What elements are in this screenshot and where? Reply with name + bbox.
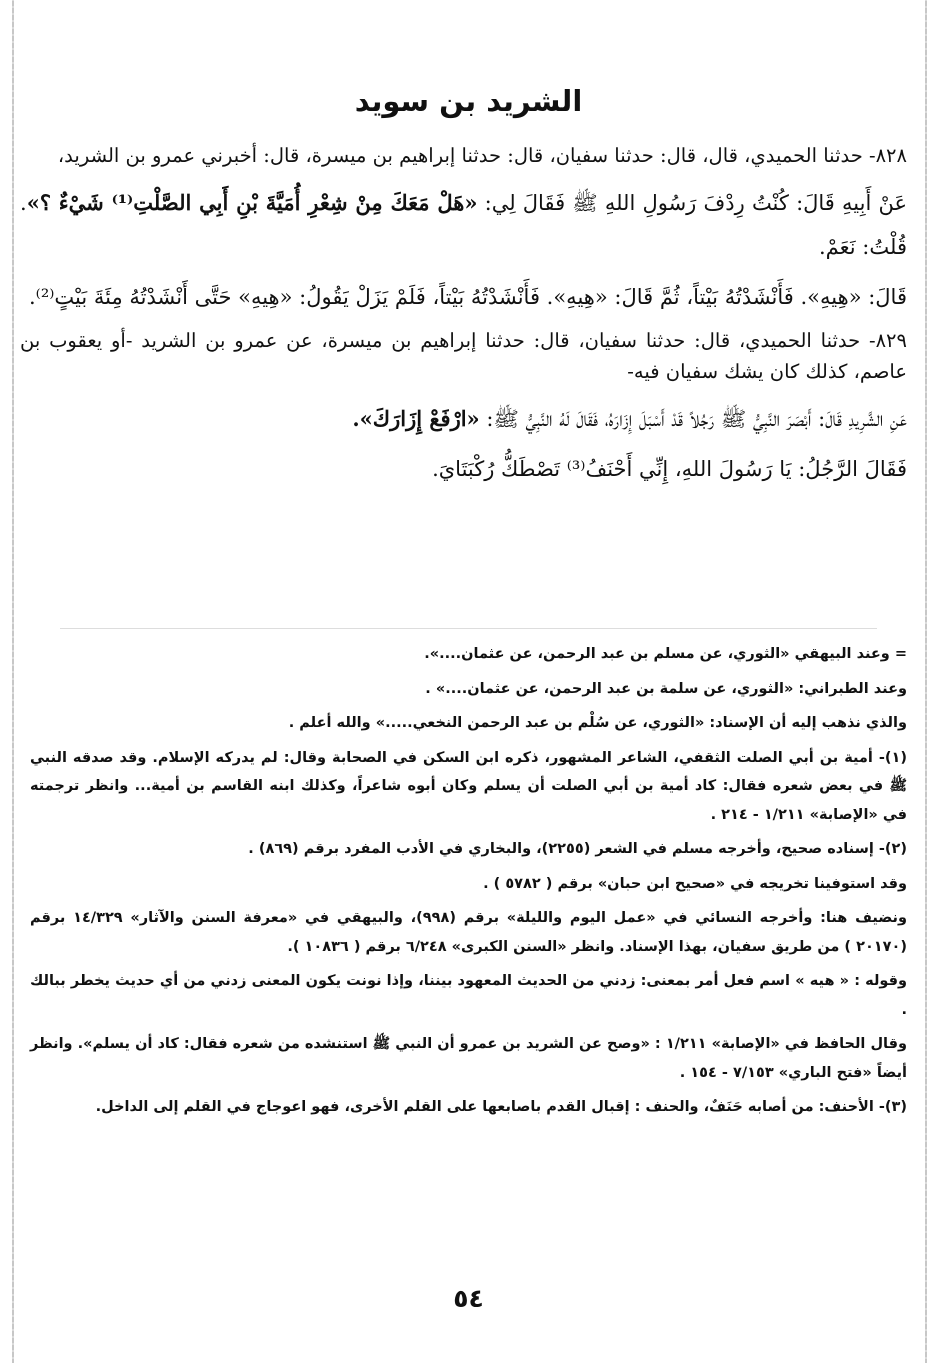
footnote-line: ونضيف هنا: وأخرجه النسائي في «عمل اليوم والليلة» برقم (٩٩٨)، والبيهقي في «معرفة السنن والآثار» ١٤/٣٢٩ برقم (٢٠١٧٠ ) من طريق سفيان، بهذا الإسناد. وانظر «السنن الكبرى» ٦/٢٤٨ برقم ( ١٠٨٣٦ ). [30, 910, 908, 955]
footnote-line: وقوله : « هيه » اسم فعل أمر بمعنى: زدني من الحديث المعهود بيننا، وإذا نونت يكون المعنى زدني من أي حديث يخطر ببالك . [30, 973, 907, 1018]
footnote-line: وعند الطبراني: «الثوري، عن سلمة بن عبد الرحمن، عن عثمان....» . [425, 680, 907, 697]
main-text [20, 140, 907, 497]
footnote-line: وقال الحافظ في «الإصابة» ١/٢١١ : «وصح عن الشريد بن عمرو أن النبي ﷺ استنشده من شعره فقال: كاد أن يسلم». وانظر أيضاً «فتح الباري» ٧/١٥٣ - ١٥٤ . [30, 1036, 907, 1081]
hadith-829-matn-1-quote: «ارْفَعْ إِزَارَكَ». [352, 406, 480, 431]
footnotes [30, 640, 907, 1128]
scan-edge-left [12, 0, 14, 1363]
footnote-line: = وعند البيهقي «الثوري، عن مسلم بن عبد الرحمن، عن عثمان....». [424, 646, 907, 662]
footnote-1: (١)- أمية بن أبي الصلت الثقفي، الشاعر المشهور، ذكره ابن السكن في الصحابة وقال: لم يدركه الإسلام. وقد صدقه النبي ﷺ في بعض شعره فقال: كاد أمية بن أبي الصلت أن يسلم وكان أبوه شاعراً، وكذلك ابنه القاسم بن أمية... وانظر ترجمته في «الإصابة» ١/٢١١ - ٢١٤ . [30, 749, 907, 823]
hadith-829-matn-1 [20, 397, 907, 441]
hadith-829-matn-2: فَقَالَ الرَّجُلُ: يَا رَسُولَ اللهِ، إِنِّي أَحْنَفُ⁽³⁾ تَصْطَكُّ رُكْبَتَايَ. [432, 457, 907, 481]
hadith-829-isnad: ٨٢٩- حدثنا الحميدي، قال: حدثنا سفيان، قال: حدثنا إبراهيم بن ميسرة، عن عمرو بن الشريد -أو يعقوب بن عاصم، كذلك كان يشك سفيان فيه- [20, 329, 907, 383]
hadith-829-matn-1-text: عَنِ الشَّرِيدِ قَالَ: أَبْصَرَ النَّبِيُّ ﷺ رَجُلاً قَدْ أَسْبَلَ إِزَارَهُ، فَقَالَ لَهُ النَّبِيُّ ﷺ: [479, 407, 907, 431]
chapter-title: الشريد بن سويد [354, 84, 583, 118]
hadith-828-matn-2: قَالَ: «هِيهِ». فَأَنْشَدْتُهُ بَيْتاً، ثُمَّ قَالَ: «هِيهِ». فَأَنْشَدْتُهُ بَيْتاً، فَلَمْ يَزَلْ يَقُولُ: «هِيهِ» حَتَّى أَنْشَدْتُهُ مِئَةَ بَيْتٍ⁽²⁾. [28, 285, 907, 309]
page-number: ٥٤ [453, 1284, 484, 1313]
hadith-828-matn-1 [20, 181, 907, 269]
hadith-828-matn-1-text: عَنْ أَبِيهِ قَالَ: كُنْتُ رِدْفَ رَسُولِ اللهِ ﷺ فَقَالَ لِي: [477, 191, 907, 215]
footnote-2: (٢)- إسناده صحيح، وأخرجه مسلم في الشعر (٢٢٥٥)، والبخاري في الأدب المفرد برقم (٨٦٩) . [248, 841, 907, 857]
hadith-828-matn-1-end: . قُلْتُ: نَعَمْ. [20, 191, 907, 259]
footnote-line: وقد استوفينا تخريجه في «صحيح ابن حبان» برقم ( ٥٧٨٢ ) . [483, 875, 907, 892]
scan-edge-right [925, 0, 927, 1363]
footnote-3: (٣)- الأحنف: من أصابه حَنَفٌ، والحنف : إقبال القدم باصابعها على القلم الأخرى، فهو اعوجاج في القلم إلى الداخل. [95, 1099, 907, 1115]
footnote-divider [60, 628, 877, 629]
hadith-828-isnad: ٨٢٨- حدثنا الحميدي، قال، قال: حدثنا سفيان، قال: حدثنا إبراهيم بن ميسرة، قال: أخبرني عمرو بن الشريد، [57, 144, 907, 167]
footnote-line: والذي نذهب إليه أن الإسناد: «الثوري، عن سُلْم بن عبد الرحمن النخعي.....» والله أعلم . [288, 715, 907, 731]
hadith-828-matn-1-quote: «هَلْ مَعَكَ مِنْ شِعْرِ أُمَيَّةَ بْنِ أَبِي الصَّلْتِ⁽¹⁾ شَيْءٌ ؟» [26, 190, 478, 215]
